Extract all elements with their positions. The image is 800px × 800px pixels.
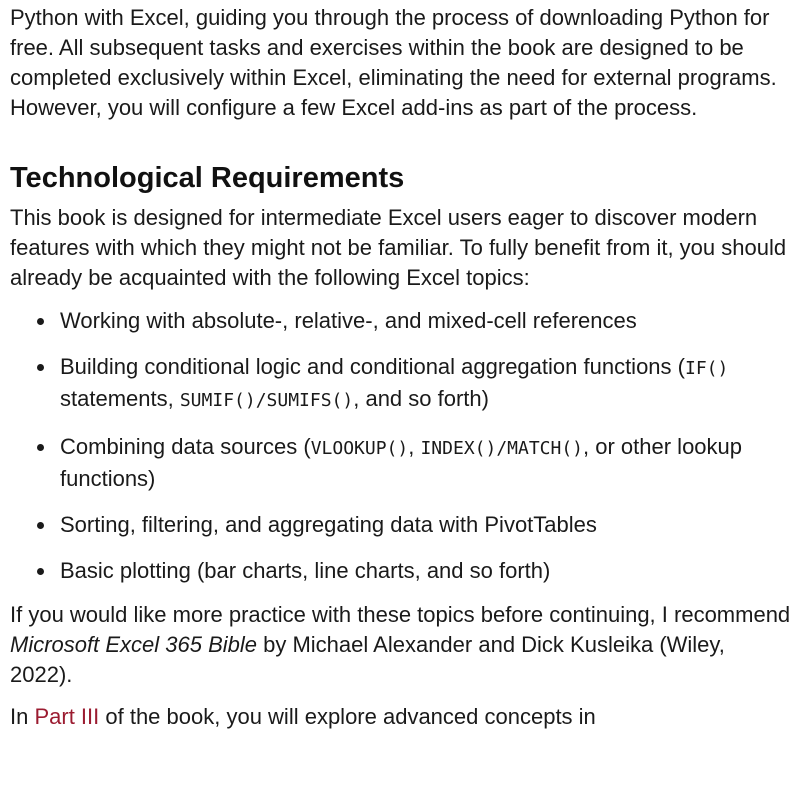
list-item-text: Sorting, filtering, and aggregating data with PivotTables: [60, 512, 597, 537]
code-if: IF(): [684, 358, 729, 379]
recommendation-paragraph: [10, 600, 792, 690]
list-item-text: Building conditional logic and conditional aggregation functions (: [60, 354, 685, 379]
code-sumif: SUMIF()/SUMIFS(): [179, 390, 354, 411]
code-vlookup: VLOOKUP(): [310, 438, 409, 459]
list-item-text: statements,: [60, 386, 180, 411]
list-item: [10, 352, 792, 416]
code-index-match: INDEX()/MATCH(): [420, 438, 584, 459]
list-item-text: Combining data sources (: [60, 434, 311, 459]
list-item: [10, 510, 792, 540]
part-three-link[interactable]: Part III: [34, 704, 100, 729]
part-three-text: In: [10, 704, 35, 729]
bullet-icon: [37, 318, 44, 325]
list-item-text: Basic plotting (bar charts, line charts, and so forth): [60, 558, 551, 583]
document-page: [0, 3, 800, 800]
section-lead-paragraph: This book is designed for intermediate Excel users eager to discover modern features with which they might not be familiar. To fully benefit from it, you should already be acquainted with the following Excel topics:: [10, 205, 787, 290]
bullet-icon: [37, 568, 44, 575]
bullet-icon: [37, 364, 44, 371]
list-item-text: , and so forth): [353, 386, 489, 411]
topics-list: [10, 306, 792, 586]
recommendation-text: If you would like more practice with these topics before continuing, I recommend: [10, 602, 791, 627]
list-item: [10, 306, 792, 336]
intro-paragraph: Python with Excel, guiding you through the process of downloading Python for free. All subsequent tasks and exercises within the book are designed to be completed exclusively within Excel, eliminating the need for external programs. However, you will configure a few Excel add-ins as part of the process.: [10, 5, 777, 120]
list-item: [10, 432, 792, 494]
bullet-icon: [37, 522, 44, 529]
list-item: [10, 556, 792, 586]
part-three-paragraph: [10, 702, 792, 732]
bullet-icon: [37, 444, 44, 451]
list-item-text: ,: [408, 434, 421, 459]
part-three-text: of the book, you will explore advanced concepts in: [99, 704, 596, 729]
list-item-text: , or other lookup functions): [60, 434, 743, 491]
recommendation-text: by Michael Alexander and Dick Kusleika (Wiley, 2022).: [10, 632, 725, 687]
section-heading: Technological Requirements: [10, 162, 405, 194]
list-item-text: Working with absolute-, relative-, and mixed-cell references: [60, 308, 637, 333]
book-title: Microsoft Excel 365 Bible: [10, 632, 257, 657]
